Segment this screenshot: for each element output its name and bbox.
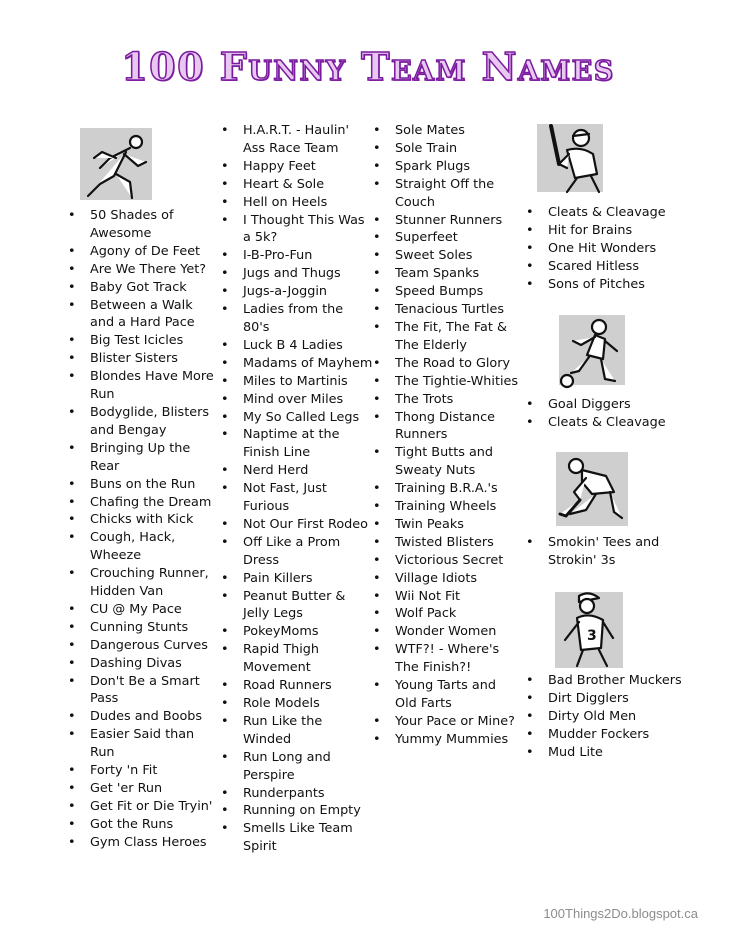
team-name-item: • Sweet Soles <box>373 247 519 265</box>
soccer-team-names <box>526 396 691 432</box>
team-name-item: • Dashing Divas <box>68 655 216 673</box>
team-name-item: • Blondes Have More Run <box>68 368 216 404</box>
team-name-item: • Gym Class Heroes <box>68 834 216 852</box>
team-name-item: • Your Pace or Mine? <box>373 713 519 731</box>
team-name-item: • PokeyMoms <box>221 623 373 641</box>
team-name-item: • Off Like a Prom Dress <box>221 534 373 570</box>
team-names-column-3 <box>373 122 519 749</box>
team-name-item: • Forty 'n Fit <box>68 762 216 780</box>
team-name-item: • Runderpants <box>221 785 373 803</box>
team-name-item: • Victorious Secret <box>373 552 519 570</box>
team-name-item: • Role Models <box>221 695 373 713</box>
team-name-item: • Rapid Thigh Movement <box>221 641 373 677</box>
baseball-team-names <box>526 204 691 294</box>
team-name-item: • 50 Shades of Awesome <box>68 207 216 243</box>
team-name-item: • Are We There Yet? <box>68 261 216 279</box>
team-name-item: • Goal Diggers <box>526 396 691 414</box>
team-name-item: • Chafing the Dream <box>68 494 216 512</box>
team-name-item: • Tight Butts and Sweaty Nuts <box>373 444 519 480</box>
cyclist-icon <box>555 592 623 668</box>
team-name-item: • H.A.R.T. - Haulin' Ass Race Team <box>221 122 373 158</box>
team-name-item: • Get 'er Run <box>68 780 216 798</box>
team-name-item: • Naptime at the Finish Line <box>221 426 373 462</box>
team-name-item: • Cleats & Cleavage <box>526 414 691 432</box>
team-name-item: • Luck B 4 Ladies <box>221 337 373 355</box>
team-name-item: • Thong Distance Runners <box>373 409 519 445</box>
team-name-item: • Superfeet <box>373 229 519 247</box>
team-name-item: • Hell on Heels <box>221 194 373 212</box>
team-name-item: • Speed Bumps <box>373 283 519 301</box>
team-name-item: • Heart & Sole <box>221 176 373 194</box>
team-names-column-2 <box>221 122 373 856</box>
team-name-item: • Not Our First Rodeo <box>221 516 373 534</box>
team-name-item: • Village Idiots <box>373 570 519 588</box>
team-name-item: • Smells Like Team Spirit <box>221 820 373 856</box>
team-name-item: • Young Tarts and Old Farts <box>373 677 519 713</box>
team-name-item: • Bodyglide, Blisters and Bengay <box>68 404 216 440</box>
page-title: 100 Funny Team Names <box>121 44 615 89</box>
team-name-item: • The Tightie-Whities <box>373 373 519 391</box>
cycling-team-names <box>526 672 691 762</box>
team-name-item: • The Trots <box>373 391 519 409</box>
team-name-item: • Buns on the Run <box>68 476 216 494</box>
team-name-item: • I-B-Pro-Fun <box>221 247 373 265</box>
team-name-item: • Stunner Runners <box>373 212 519 230</box>
baseball-batter-icon <box>537 124 603 192</box>
team-name-item: • My So Called Legs <box>221 409 373 427</box>
team-name-item: • Mud Lite <box>526 744 691 762</box>
team-name-item: • Tenacious Turtles <box>373 301 519 319</box>
team-names-column-1 <box>68 207 216 852</box>
team-name-item: • Hit for Brains <box>526 222 691 240</box>
team-name-item: • Nerd Herd <box>221 462 373 480</box>
team-name-item: • Team Spanks <box>373 265 519 283</box>
team-name-item: • I Thought This Was a 5k? <box>221 212 373 248</box>
runner-icon <box>80 128 152 200</box>
team-name-item: • Wii Not Fit <box>373 588 519 606</box>
team-name-item: • Blister Sisters <box>68 350 216 368</box>
team-name-item: • Ladies from the 80's <box>221 301 373 337</box>
team-name-item: • Sons of Pitches <box>526 276 691 294</box>
jersey-number: 3 <box>587 628 597 644</box>
team-name-item: • Dudes and Boobs <box>68 708 216 726</box>
team-name-item: • Jugs and Thugs <box>221 265 373 283</box>
team-name-item: • Straight Off the Couch <box>373 176 519 212</box>
team-name-item: • Sole Mates <box>373 122 519 140</box>
team-name-item: • Sole Train <box>373 140 519 158</box>
team-name-item: • Training B.R.A.'s <box>373 480 519 498</box>
hockey-team-names <box>526 534 691 570</box>
team-name-item: • Mind over Miles <box>221 391 373 409</box>
team-name-item: • Big Test Icicles <box>68 332 216 350</box>
team-name-item: • CU @ My Pace <box>68 601 216 619</box>
team-name-item: • The Road to Glory <box>373 355 519 373</box>
team-name-item: • Wolf Pack <box>373 605 519 623</box>
team-name-item: • Happy Feet <box>221 158 373 176</box>
team-name-item: • Bringing Up the Rear <box>68 440 216 476</box>
team-name-item: • Road Runners <box>221 677 373 695</box>
team-name-item: • Easier Said than Run <box>68 726 216 762</box>
soccer-player-icon <box>559 315 625 385</box>
field-hockey-player-icon <box>556 452 628 526</box>
team-name-item: • Not Fast, Just Furious <box>221 480 373 516</box>
team-name-item: • Jugs-a-Joggin <box>221 283 373 301</box>
team-name-item: • Agony of De Feet <box>68 243 216 261</box>
team-name-item: • Training Wheels <box>373 498 519 516</box>
team-name-item: • Crouching Runner, Hidden Van <box>68 565 216 601</box>
team-name-item: • Wonder Women <box>373 623 519 641</box>
team-name-item: • Get Fit or Die Tryin' <box>68 798 216 816</box>
team-name-item: • Dirt Digglers <box>526 690 691 708</box>
team-name-item: • Mudder Fockers <box>526 726 691 744</box>
team-name-item: • Dangerous Curves <box>68 637 216 655</box>
team-name-item: • Spark Plugs <box>373 158 519 176</box>
team-name-item: • Pain Killers <box>221 570 373 588</box>
team-name-item: • Between a Walk and a Hard Pace <box>68 297 216 333</box>
team-name-item: • The Fit, The Fat & The Elderly <box>373 319 519 355</box>
team-name-item: • Madams of Mayhem <box>221 355 373 373</box>
team-name-item: • Yummy Mummies <box>373 731 519 749</box>
team-name-item: • Miles to Martinis <box>221 373 373 391</box>
team-name-item: • Bad Brother Muckers <box>526 672 691 690</box>
team-name-item: • Run Like the Winded <box>221 713 373 749</box>
team-name-item: • WTF?! - Where's The Finish?! <box>373 641 519 677</box>
team-name-item: • Cough, Hack, Wheeze <box>68 529 216 565</box>
team-name-item: • Got the Runs <box>68 816 216 834</box>
team-name-item: • Peanut Butter & Jelly Legs <box>221 588 373 624</box>
team-name-item: • Cunning Stunts <box>68 619 216 637</box>
team-name-item: • Baby Got Track <box>68 279 216 297</box>
team-name-item: • Twin Peaks <box>373 516 519 534</box>
team-name-item: • Twisted Blisters <box>373 534 519 552</box>
team-name-item: • Dirty Old Men <box>526 708 691 726</box>
team-name-item: • Don't Be a Smart Pass <box>68 673 216 709</box>
team-name-item: • Smokin' Tees and Strokin' 3s <box>526 534 691 570</box>
team-name-item: • Running on Empty <box>221 802 373 820</box>
team-name-item: • Scared Hitless <box>526 258 691 276</box>
team-name-item: • Cleats & Cleavage <box>526 204 691 222</box>
team-name-item: • One Hit Wonders <box>526 240 691 258</box>
footer-url: 100Things2Do.blogspot.ca <box>543 906 698 921</box>
team-name-item: • Run Long and Perspire <box>221 749 373 785</box>
team-name-item: • Chicks with Kick <box>68 511 216 529</box>
